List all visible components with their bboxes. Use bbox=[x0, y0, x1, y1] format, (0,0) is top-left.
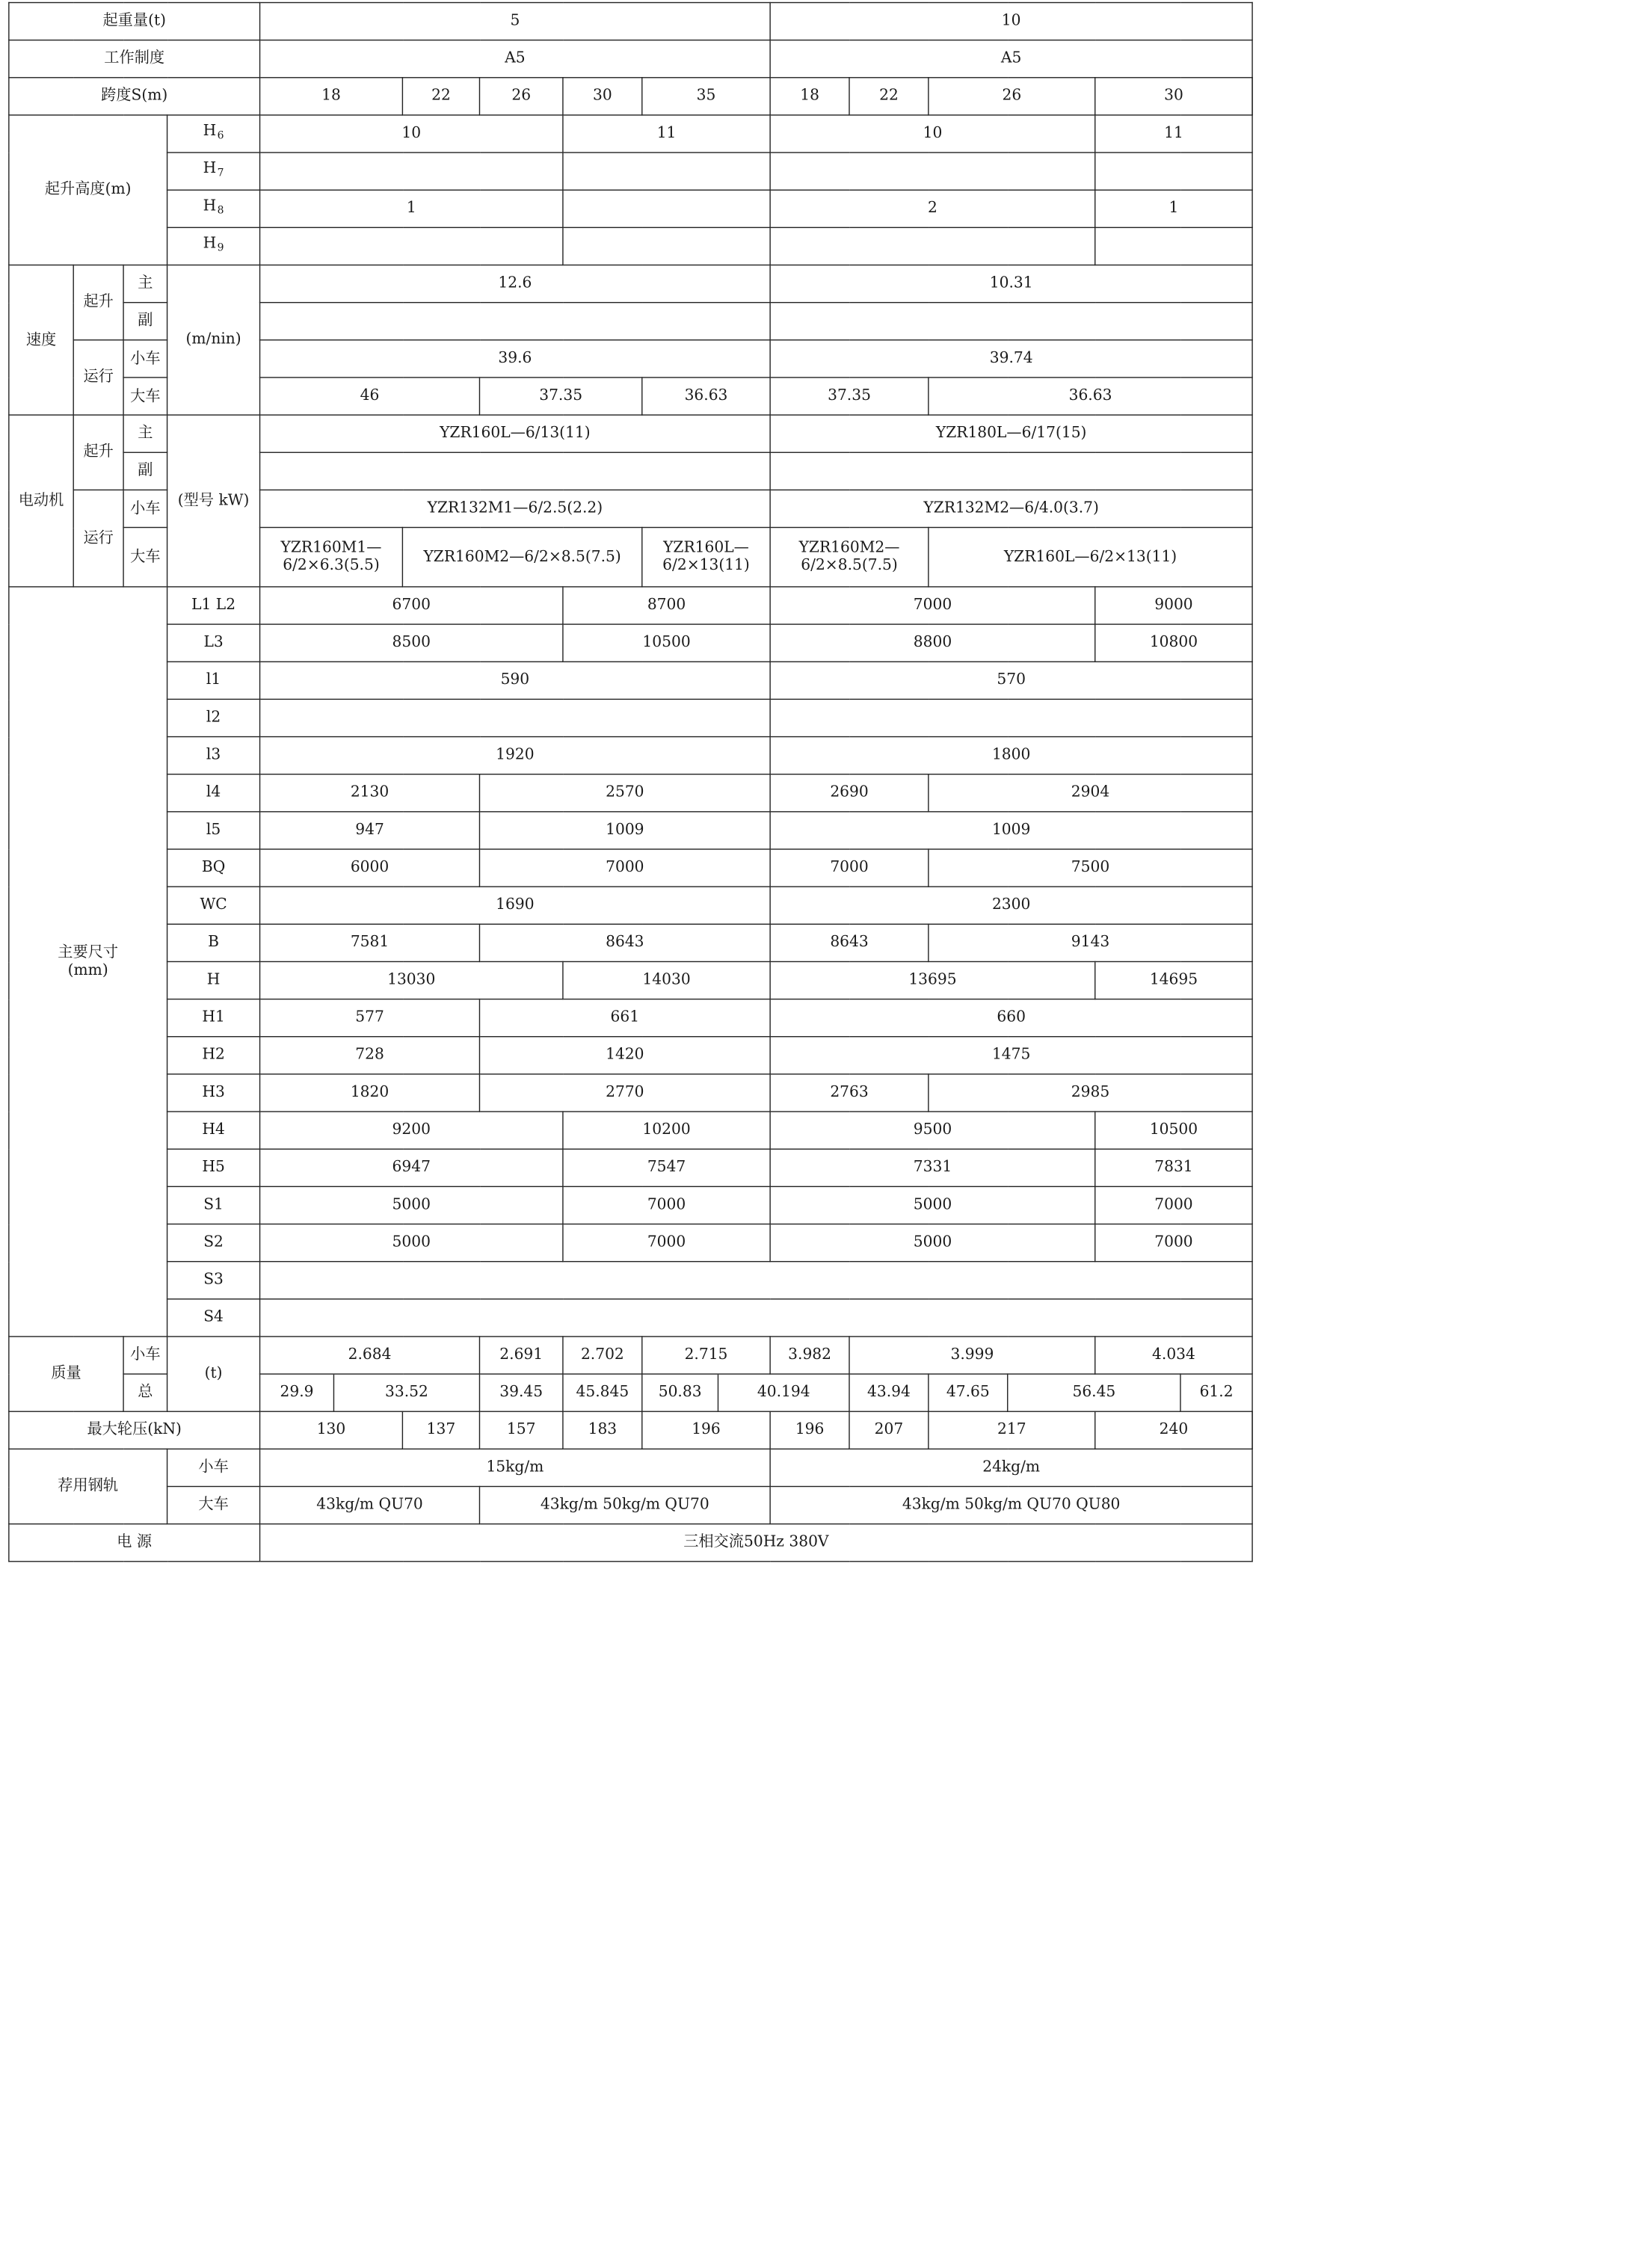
dim-symbol: H5 bbox=[167, 1149, 260, 1186]
dim-symbol: B bbox=[167, 924, 260, 961]
capacity-value: 5 bbox=[260, 2, 771, 40]
row-dim-S2 bbox=[9, 1224, 1252, 1261]
rail-value: 43kg/m QU70 bbox=[260, 1487, 480, 1524]
dim-value: 10500 bbox=[1095, 1112, 1252, 1149]
dim-value: 2690 bbox=[770, 774, 929, 812]
motor-travel-label: 运行 bbox=[73, 490, 123, 587]
h7-symbol: $H_7$ bbox=[167, 152, 260, 190]
power-label: 电 源 bbox=[9, 1524, 260, 1562]
dim-value: 7000 bbox=[770, 849, 929, 887]
speed-trolley-value: 39.74 bbox=[770, 340, 1252, 378]
span-label: 跨度S(m) bbox=[9, 78, 260, 115]
mass-value: 3.999 bbox=[849, 1337, 1095, 1374]
rail-value: 15kg/m bbox=[260, 1449, 771, 1486]
wheel-pressure-value: 130 bbox=[260, 1411, 403, 1449]
dim-value: 5000 bbox=[770, 1186, 1095, 1224]
dim-value: 2985 bbox=[929, 1074, 1252, 1112]
dim-value: 1920 bbox=[260, 737, 771, 774]
wheel-pressure-value: 196 bbox=[770, 1411, 849, 1449]
dim-symbol: S3 bbox=[167, 1262, 260, 1299]
mass-total-pair bbox=[260, 1374, 480, 1411]
motor-crane-value: YZR160M1—6/2×6.3(5.5) bbox=[260, 528, 403, 587]
dim-value: 2763 bbox=[770, 1074, 929, 1112]
mass-value: 56.45 bbox=[1008, 1374, 1180, 1411]
row-dim-BQ bbox=[9, 849, 1252, 887]
dim-value: 5000 bbox=[260, 1224, 563, 1261]
row-dim-WC bbox=[9, 887, 1252, 924]
row-rail-crane bbox=[9, 1487, 1252, 1524]
dim-value: 7000 bbox=[563, 1224, 770, 1261]
wheel-pressure-value: 217 bbox=[929, 1411, 1095, 1449]
mass-total-label: 总 bbox=[123, 1374, 167, 1411]
row-h6 bbox=[9, 115, 1252, 152]
dim-value: 6700 bbox=[260, 587, 563, 624]
dim-value: 7000 bbox=[1095, 1224, 1252, 1261]
row-dim-H5 bbox=[9, 1149, 1252, 1186]
power-value: 三相交流50Hz 380V bbox=[260, 1524, 1253, 1562]
dim-value: 13030 bbox=[260, 961, 563, 999]
dim-value: 7000 bbox=[563, 1186, 770, 1224]
row-duty bbox=[9, 40, 1252, 78]
rail-value: 24kg/m bbox=[770, 1449, 1252, 1486]
span-value: 18 bbox=[260, 78, 403, 115]
wheel-pressure-value: 196 bbox=[642, 1411, 770, 1449]
dim-symbol: H3 bbox=[167, 1074, 260, 1112]
mass-value: 29.9 bbox=[260, 1375, 334, 1411]
span-value: 35 bbox=[642, 78, 770, 115]
row-dim-S1 bbox=[9, 1186, 1252, 1224]
h6-value: 11 bbox=[563, 115, 770, 152]
mass-label: 质量 bbox=[9, 1337, 123, 1411]
row-dim-l5 bbox=[9, 812, 1252, 849]
row-dim-B bbox=[9, 924, 1252, 961]
dim-symbol: l3 bbox=[167, 737, 260, 774]
dim-value: 8700 bbox=[563, 587, 770, 624]
dim-symbol: H bbox=[167, 961, 260, 999]
wheel-pressure-value: 240 bbox=[1095, 1411, 1252, 1449]
dim-value: 1009 bbox=[479, 812, 770, 849]
span-value: 26 bbox=[479, 78, 562, 115]
h8-value: 1 bbox=[260, 190, 563, 227]
dim-symbol: L1 L2 bbox=[167, 587, 260, 624]
row-motor-main bbox=[9, 415, 1252, 452]
span-value: 18 bbox=[770, 78, 849, 115]
wheel-pressure-value: 137 bbox=[402, 1411, 479, 1449]
h6-symbol: $H_6$ bbox=[167, 115, 260, 152]
row-h8 bbox=[9, 190, 1252, 227]
h6-value: 10 bbox=[260, 115, 563, 152]
mass-value: 33.52 bbox=[385, 1384, 428, 1401]
mass-value: 2.691 bbox=[479, 1337, 562, 1374]
row-dim-H4 bbox=[9, 1112, 1252, 1149]
row-dim-S4 bbox=[9, 1299, 1252, 1337]
dim-value: 8643 bbox=[770, 924, 929, 961]
dim-value: 7000 bbox=[770, 587, 1095, 624]
row-speed-main bbox=[9, 265, 1252, 303]
dim-value: 7581 bbox=[260, 924, 480, 961]
rail-crane-label: 大车 bbox=[167, 1487, 260, 1524]
dim-value: 661 bbox=[479, 999, 770, 1037]
dim-value: 14030 bbox=[563, 961, 770, 999]
dim-symbol: l4 bbox=[167, 774, 260, 812]
dim-value: 9200 bbox=[260, 1112, 563, 1149]
dim-value: 728 bbox=[260, 1037, 480, 1074]
speed-unit: (m/nin) bbox=[167, 265, 260, 416]
dim-value: 10500 bbox=[563, 624, 770, 662]
dim-value: 10200 bbox=[563, 1112, 770, 1149]
dim-value: 10800 bbox=[1095, 624, 1252, 662]
dim-symbol: S1 bbox=[167, 1186, 260, 1224]
row-rail-trolley bbox=[9, 1449, 1252, 1486]
mass-value: 50.83 bbox=[643, 1375, 719, 1411]
motor-main-value: YZR180L—6/17(15) bbox=[770, 415, 1252, 452]
dims-label: 主要尺寸 (mm) bbox=[9, 587, 167, 1337]
row-dim-l3 bbox=[9, 737, 1252, 774]
crane-spec-table bbox=[8, 2, 1253, 1562]
capacity-value: 10 bbox=[770, 2, 1252, 40]
duty-label: 工作制度 bbox=[9, 40, 260, 78]
span-value: 22 bbox=[402, 78, 479, 115]
dim-symbol: S2 bbox=[167, 1224, 260, 1261]
dim-value: 8800 bbox=[770, 624, 1095, 662]
row-dim-L1L2 bbox=[9, 587, 1252, 624]
dim-value: 947 bbox=[260, 812, 480, 849]
motor-main-value: YZR160L—6/13(11) bbox=[260, 415, 771, 452]
motor-trolley-value: YZR132M2—6/4.0(3.7) bbox=[770, 490, 1252, 527]
dim-value: 7331 bbox=[770, 1149, 1095, 1186]
speed-crane-label: 大车 bbox=[123, 378, 167, 415]
h6-value: 10 bbox=[770, 115, 1095, 152]
dim-symbol: H4 bbox=[167, 1112, 260, 1149]
motor-crane-value: YZR160M2—6/2×8.5(7.5) bbox=[770, 528, 929, 587]
dim-value: 8643 bbox=[479, 924, 770, 961]
h9-symbol: $H_9$ bbox=[167, 227, 260, 265]
row-mass-trolley bbox=[9, 1337, 1252, 1374]
dim-value: 7000 bbox=[479, 849, 770, 887]
speed-aux-label: 副 bbox=[123, 303, 167, 340]
h8-symbol: $H_8$ bbox=[167, 190, 260, 227]
rail-trolley-label: 小车 bbox=[167, 1449, 260, 1486]
row-wheel-pressure bbox=[9, 1411, 1252, 1449]
dim-value: 2300 bbox=[770, 887, 1252, 924]
dim-symbol: l1 bbox=[167, 662, 260, 699]
row-dim-H bbox=[9, 961, 1252, 999]
speed-label: 速度 bbox=[9, 265, 73, 416]
motor-main-label: 主 bbox=[123, 415, 167, 452]
speed-trolley-label: 小车 bbox=[123, 340, 167, 378]
row-dim-l4 bbox=[9, 774, 1252, 812]
speed-crane-value: 37.35 bbox=[479, 378, 641, 415]
row-h7 bbox=[9, 152, 1252, 190]
row-power bbox=[9, 1524, 1252, 1562]
dim-value: 570 bbox=[770, 662, 1252, 699]
dim-symbol: BQ bbox=[167, 849, 260, 887]
dim-value: 8500 bbox=[260, 624, 563, 662]
mass-value: 43.94 bbox=[849, 1374, 929, 1411]
dim-value: 2904 bbox=[929, 774, 1252, 812]
dim-value: 1420 bbox=[479, 1037, 770, 1074]
dim-symbol: H1 bbox=[167, 999, 260, 1037]
mass-value: 3.982 bbox=[770, 1337, 849, 1374]
row-dim-S3 bbox=[9, 1262, 1252, 1299]
motor-label: 电动机 bbox=[9, 415, 73, 587]
motor-unit: (型号 kW) bbox=[167, 415, 260, 587]
wheel-pressure-label: 最大轮压(kN) bbox=[9, 1411, 260, 1449]
mass-value: 39.45 bbox=[479, 1374, 562, 1411]
h6-value: 11 bbox=[1095, 115, 1252, 152]
rail-value: 43kg/m 50kg/m QU70 bbox=[479, 1487, 770, 1524]
wheel-pressure-value: 183 bbox=[563, 1411, 642, 1449]
dim-value: 1820 bbox=[260, 1074, 480, 1112]
mass-value: 2.684 bbox=[260, 1337, 480, 1374]
dim-symbol: S4 bbox=[167, 1299, 260, 1337]
dim-value: 590 bbox=[260, 662, 771, 699]
dim-value: 2570 bbox=[479, 774, 770, 812]
dim-value: 13695 bbox=[770, 961, 1095, 999]
dim-value: 7547 bbox=[563, 1149, 770, 1186]
speed-main-value: 10.31 bbox=[770, 265, 1252, 303]
motor-crane-value: YZR160L—6/2×13(11) bbox=[929, 528, 1252, 587]
mass-value: 4.034 bbox=[1095, 1337, 1252, 1374]
row-dim-H3 bbox=[9, 1074, 1252, 1112]
speed-crane-value: 36.63 bbox=[642, 378, 770, 415]
dim-value: 1009 bbox=[770, 812, 1252, 849]
dim-value: 1475 bbox=[770, 1037, 1252, 1074]
span-value: 22 bbox=[849, 78, 929, 115]
mass-value: 61.2 bbox=[1180, 1374, 1252, 1411]
dim-value: 7831 bbox=[1095, 1149, 1252, 1186]
h8-value: 2 bbox=[770, 190, 1095, 227]
span-value: 26 bbox=[929, 78, 1095, 115]
dim-value: 577 bbox=[260, 999, 480, 1037]
dim-value: 7500 bbox=[929, 849, 1252, 887]
dim-value: 9143 bbox=[929, 924, 1252, 961]
dim-value: 6000 bbox=[260, 849, 480, 887]
lift-height-label: 起升高度(m) bbox=[9, 115, 167, 265]
speed-crane-value: 46 bbox=[260, 378, 480, 415]
dim-value: 9000 bbox=[1095, 587, 1252, 624]
mass-value: 45.845 bbox=[563, 1374, 642, 1411]
rail-label: 荐用钢轨 bbox=[9, 1449, 167, 1523]
speed-crane-value: 37.35 bbox=[770, 378, 929, 415]
row-capacity bbox=[9, 2, 1252, 40]
wheel-pressure-value: 207 bbox=[849, 1411, 929, 1449]
mass-value: 47.65 bbox=[929, 1374, 1008, 1411]
row-dim-l1 bbox=[9, 662, 1252, 699]
row-dim-L3 bbox=[9, 624, 1252, 662]
speed-hoist-label: 起升 bbox=[73, 265, 123, 340]
duty-value: A5 bbox=[260, 40, 771, 78]
span-value: 30 bbox=[563, 78, 642, 115]
dim-value: 14695 bbox=[1095, 961, 1252, 999]
mass-unit: (t) bbox=[167, 1337, 260, 1411]
dim-symbol: l2 bbox=[167, 699, 260, 736]
dim-value: 5000 bbox=[260, 1186, 563, 1224]
dim-value: 9500 bbox=[770, 1112, 1095, 1149]
motor-crane-value: YZR160M2—6/2×8.5(7.5) bbox=[402, 528, 641, 587]
motor-aux-label: 副 bbox=[123, 452, 167, 490]
motor-crane-value: YZR160L—6/2×13(11) bbox=[642, 528, 770, 587]
dim-symbol: l5 bbox=[167, 812, 260, 849]
speed-main-label: 主 bbox=[123, 265, 167, 303]
dim-symbol: L3 bbox=[167, 624, 260, 662]
row-span bbox=[9, 78, 1252, 115]
speed-trolley-value: 39.6 bbox=[260, 340, 771, 378]
speed-travel-label: 运行 bbox=[73, 340, 123, 415]
row-dim-H1 bbox=[9, 999, 1252, 1037]
speed-crane-value: 36.63 bbox=[929, 378, 1252, 415]
h8-value: 1 bbox=[1095, 190, 1252, 227]
motor-trolley-label: 小车 bbox=[123, 490, 167, 527]
dim-value: 660 bbox=[770, 999, 1252, 1037]
motor-trolley-value: YZR132M1—6/2.5(2.2) bbox=[260, 490, 771, 527]
row-h9 bbox=[9, 227, 1252, 265]
dim-symbol: WC bbox=[167, 887, 260, 924]
capacity-label: 起重量(t) bbox=[9, 2, 260, 40]
dim-symbol: H2 bbox=[167, 1037, 260, 1074]
span-value: 30 bbox=[1095, 78, 1252, 115]
dim-value: 1800 bbox=[770, 737, 1252, 774]
row-dim-l2 bbox=[9, 699, 1252, 736]
rail-value: 43kg/m 50kg/m QU70 QU80 bbox=[770, 1487, 1252, 1524]
row-dim-H2 bbox=[9, 1037, 1252, 1074]
dim-value: 7000 bbox=[1095, 1186, 1252, 1224]
mass-total-pair bbox=[642, 1374, 849, 1411]
duty-value: A5 bbox=[770, 40, 1252, 78]
mass-trolley-label: 小车 bbox=[123, 1337, 167, 1374]
wheel-pressure-value: 157 bbox=[479, 1411, 562, 1449]
motor-hoist-label: 起升 bbox=[73, 415, 123, 490]
speed-main-value: 12.6 bbox=[260, 265, 771, 303]
dim-value: 2770 bbox=[479, 1074, 770, 1112]
mass-value: 40.194 bbox=[757, 1384, 810, 1401]
mass-value: 2.715 bbox=[642, 1337, 770, 1374]
mass-value: 2.702 bbox=[563, 1337, 642, 1374]
dim-value: 1690 bbox=[260, 887, 771, 924]
dim-value: 2130 bbox=[260, 774, 480, 812]
motor-crane-label: 大车 bbox=[123, 528, 167, 587]
dim-value: 5000 bbox=[770, 1224, 1095, 1261]
dim-value: 6947 bbox=[260, 1149, 563, 1186]
